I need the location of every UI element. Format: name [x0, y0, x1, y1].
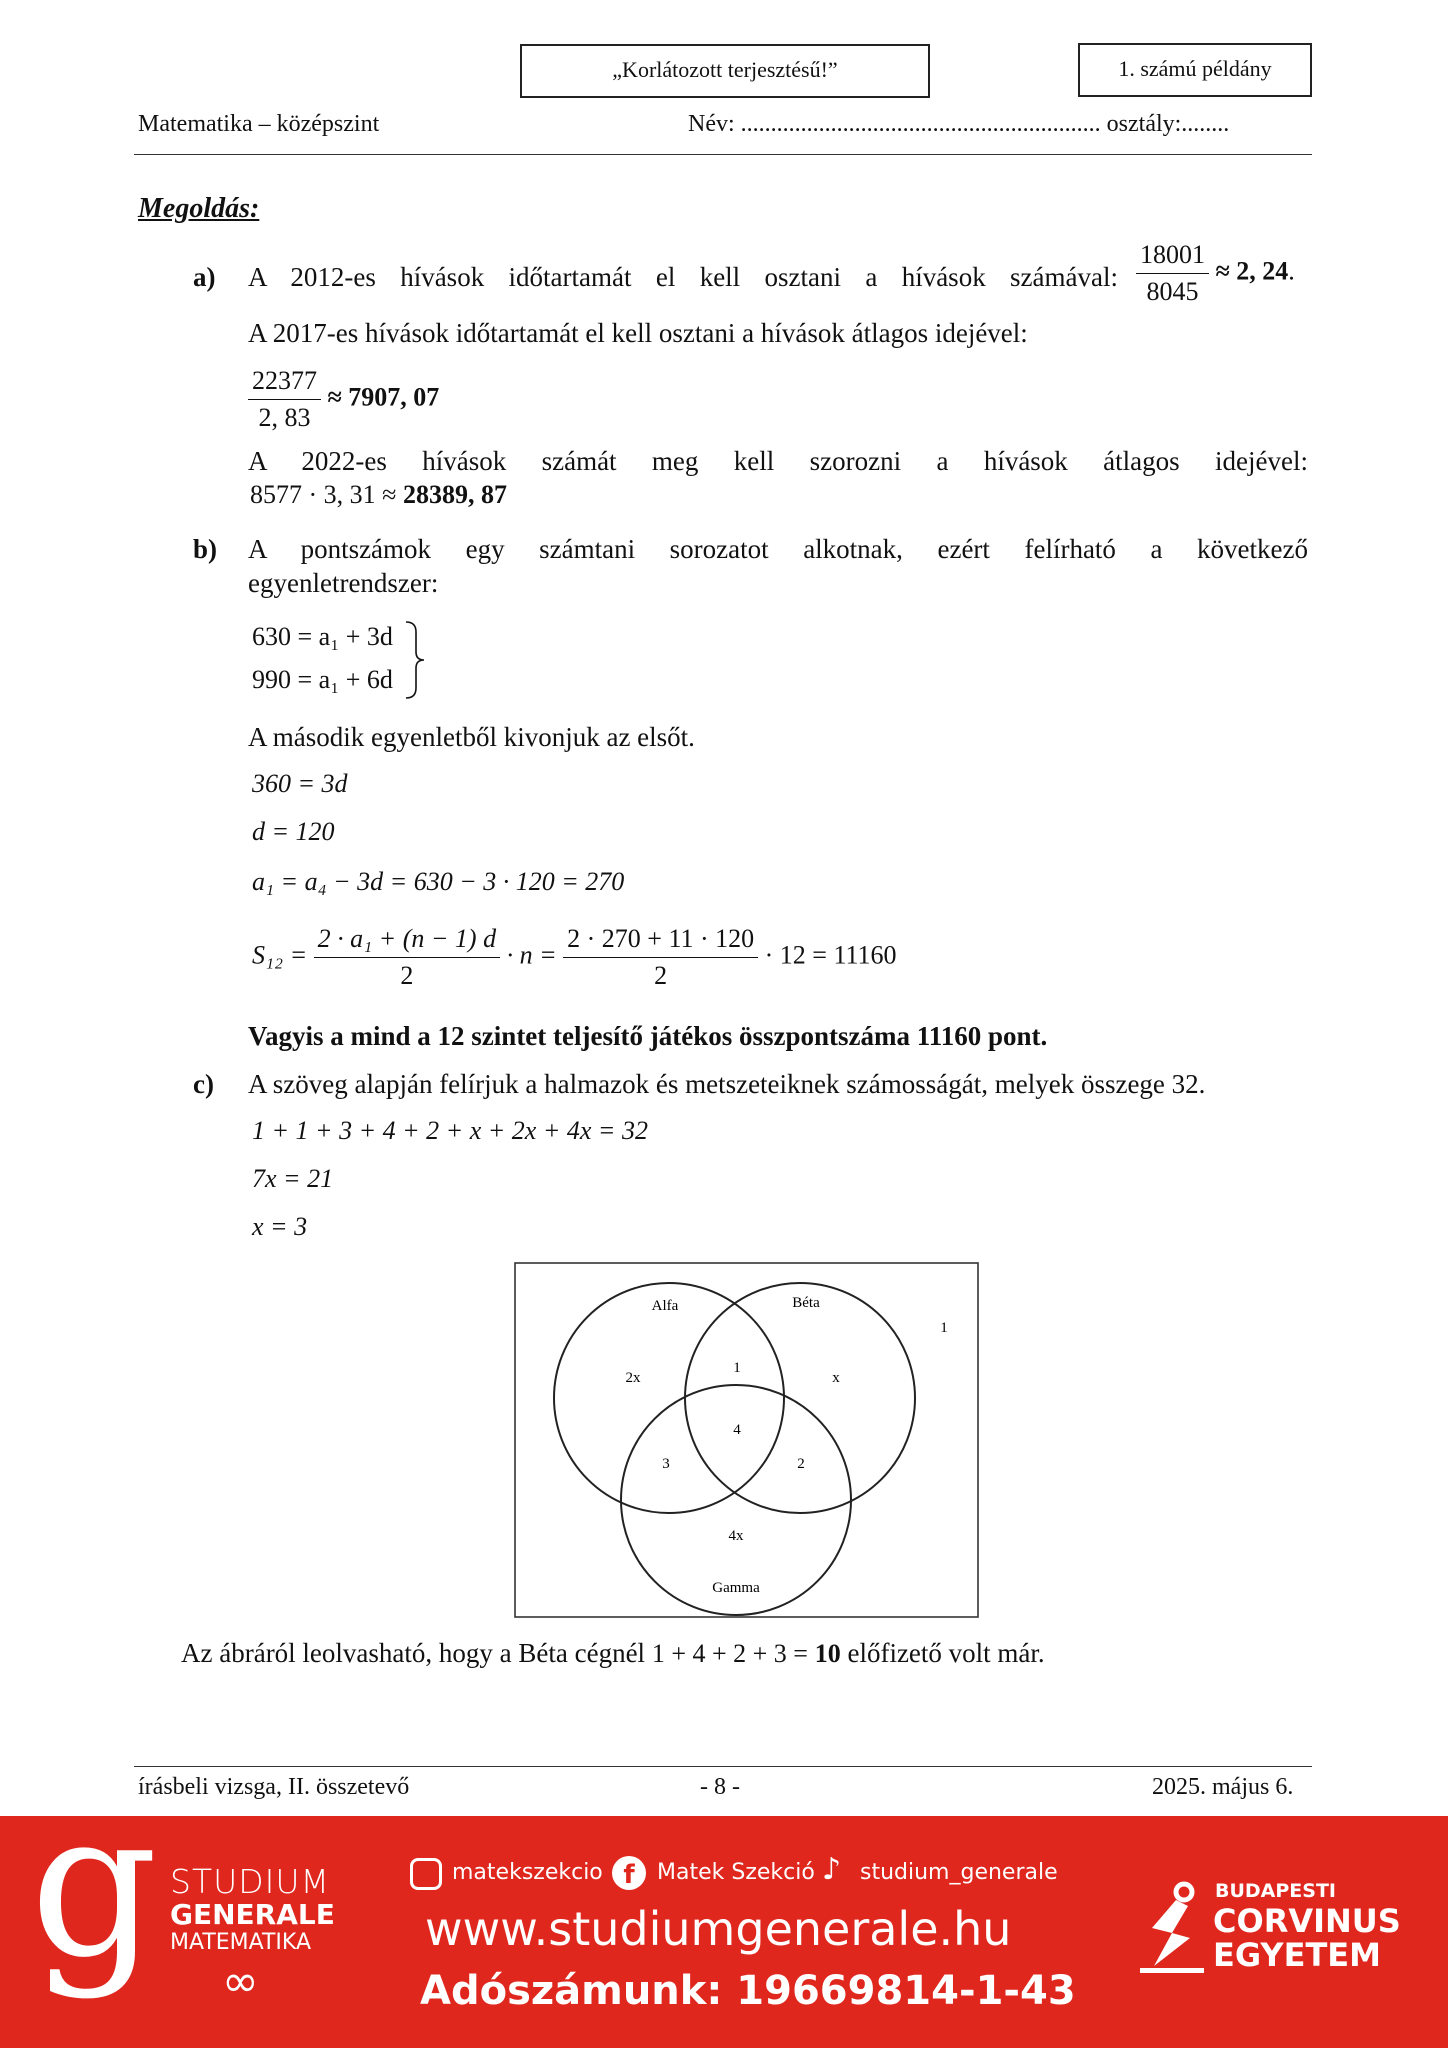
sum-end: · 12 = 11160	[764, 940, 897, 970]
website-link[interactable]: www.studiumgenerale.hu	[425, 1902, 1012, 1956]
footer-rule	[134, 1766, 1312, 1767]
footer-page-number: - 8 -	[700, 1774, 740, 1800]
part-b-line2: A második egyenletből kivonjuk az elsőt.	[248, 722, 695, 752]
part-b-line1b: egyenletrendszer:	[248, 568, 439, 598]
venn-all-three: 4	[733, 1422, 741, 1438]
result-2022: 28389, 87	[402, 480, 507, 509]
venn-alfa-beta: 1	[733, 1360, 741, 1376]
part-b-label: b)	[193, 534, 218, 564]
fraction-2-numerator: 22377	[248, 366, 321, 400]
fraction-1-numerator: 18001	[1136, 240, 1209, 274]
name-class-field: Név: ............................................................ osztály:........	[688, 111, 1230, 137]
brand-generale: GENERALE	[170, 1898, 335, 1931]
equation-system-1: 630 = a₁ + 3d	[252, 622, 393, 651]
tiktok-icon: ♪	[822, 1852, 842, 1887]
calc-2022-expression: 8577 · 3, 31 ≈	[250, 480, 397, 509]
venn-diagram	[514, 1262, 979, 1618]
venn-circle-alfa	[554, 1283, 784, 1513]
fraction-1-denominator: 8045	[1146, 277, 1199, 306]
corvinus-logo-icon	[1132, 1878, 1212, 1978]
venn-only-gamma: 4x	[728, 1528, 744, 1544]
venn-alfa-gamma: 3	[662, 1456, 670, 1472]
equation-system-2: 990 = a₁ + 6d	[252, 665, 393, 694]
system-brace	[402, 618, 426, 702]
part-a-line1: A 2012-es hívások időtartamát el kell osztani a hívások számával:	[248, 262, 1118, 292]
header-rule	[134, 154, 1312, 155]
part-c-final	[181, 1638, 1045, 1669]
part-c-line1: A szöveg alapján felírjuk a halmazok és metszeteiknek számosságát, melyek összege 32.	[248, 1069, 1206, 1099]
facebook-icon: f	[612, 1856, 646, 1890]
part-a-line3: A 2022-es hívások számát meg kell szorozni a hívások átlagos idejével:	[248, 446, 1308, 476]
result-2012: ≈ 2, 24	[1215, 256, 1289, 286]
tax-number: Adószámunk: 19669814-1-43	[420, 1968, 1076, 2014]
facebook-handle: Matek Szekció	[657, 1860, 815, 1885]
sum-formula	[252, 924, 897, 991]
solution-heading: Megoldás:	[138, 193, 260, 224]
sum-lhs: S₁₂ =	[252, 940, 308, 970]
final-text-pre: Az ábráról leolvasható, hogy a Béta cégnél	[181, 1638, 646, 1668]
part-c-label: c)	[193, 1069, 214, 1099]
part-a-calc-2022	[250, 480, 507, 510]
part-a-fraction-2	[248, 366, 439, 433]
venn-only-alfa: 2x	[625, 1370, 641, 1386]
venn-circle-beta	[685, 1283, 915, 1513]
equation-360: 360 = 3d	[252, 769, 348, 798]
sum-fraction-1-denominator: 2	[400, 961, 414, 990]
equation-x: x = 3	[252, 1212, 308, 1241]
instagram-handle: matekszekcio	[452, 1860, 603, 1885]
sum-fraction-2-numerator: 2 · 270 + 11 · 120	[563, 924, 758, 958]
part-b-conclusion: Vagyis a mind a 12 szintet teljesítő játékos összpontszáma 11160 pont.	[248, 1021, 1048, 1051]
fraction-2-denominator: 2, 83	[258, 403, 311, 432]
uni-corvinus: CORVINUS	[1213, 1902, 1401, 1940]
sum-fraction-2-denominator: 2	[654, 961, 668, 990]
uni-budapesti: BUDAPESTI	[1215, 1880, 1337, 1902]
equation-d: d = 120	[252, 817, 335, 846]
result-2017: ≈ 7907, 07	[327, 382, 440, 412]
venn-only-beta: x	[832, 1370, 840, 1386]
venn-frame	[515, 1263, 978, 1617]
equation-7x: 7x = 21	[252, 1164, 334, 1193]
equation-a1: a₁ = a₄ − 3d = 630 − 3 · 120 = 270	[252, 867, 625, 896]
part-a-line2: A 2017-es hívások időtartamát el kell osztani a hívások átlagos idejével:	[248, 318, 1028, 348]
infinity-icon: ∞	[222, 1956, 259, 2007]
instagram-icon	[410, 1858, 442, 1890]
brand-studium: STUDIUM	[170, 1862, 331, 1901]
part-a-label: a)	[193, 262, 216, 292]
tiktok-handle: studium_generale	[860, 1860, 1058, 1885]
restricted-distribution-box: „Korlátozott terjesztésű!”	[520, 44, 930, 98]
uni-egyetem: EGYETEM	[1213, 1936, 1381, 1974]
final-calc: 1 + 4 + 2 + 3 =	[651, 1639, 808, 1668]
venn-label-alfa: Alfa	[651, 1298, 679, 1314]
part-a-fraction-1: $\frac{18001}{8045}$ ≈ 2, 24.	[1136, 240, 1295, 307]
venn-beta-gamma: 2	[797, 1456, 805, 1472]
venn-outside: 1	[940, 1320, 948, 1336]
studium-logo-g: g	[30, 1769, 159, 2002]
part-b-line1: A pontszámok egy számtani sorozatot alkotnak, ezért felírható a következő	[248, 534, 1308, 564]
subject-label: Matematika – középszint	[138, 111, 380, 137]
footer-exam-info: írásbeli vizsga, II. összetevő	[138, 1774, 410, 1800]
venn-label-beta: Béta	[792, 1295, 820, 1311]
brand-matematika: MATEMATIKA	[170, 1930, 312, 1955]
sum-middle: · n =	[506, 940, 557, 970]
final-text-post: előfizető volt már.	[847, 1638, 1045, 1668]
footer-date: 2025. május 6.	[1152, 1774, 1294, 1800]
sum-fraction-1-numerator: 2 · a₁ + (n − 1) d	[314, 924, 500, 958]
final-result: 10	[814, 1639, 841, 1668]
copy-number-box: 1. számú példány	[1078, 43, 1312, 97]
equation-sum-32: 1 + 1 + 3 + 4 + 2 + x + 2x + 4x = 32	[252, 1116, 648, 1145]
venn-label-gamma: Gamma	[712, 1580, 760, 1596]
